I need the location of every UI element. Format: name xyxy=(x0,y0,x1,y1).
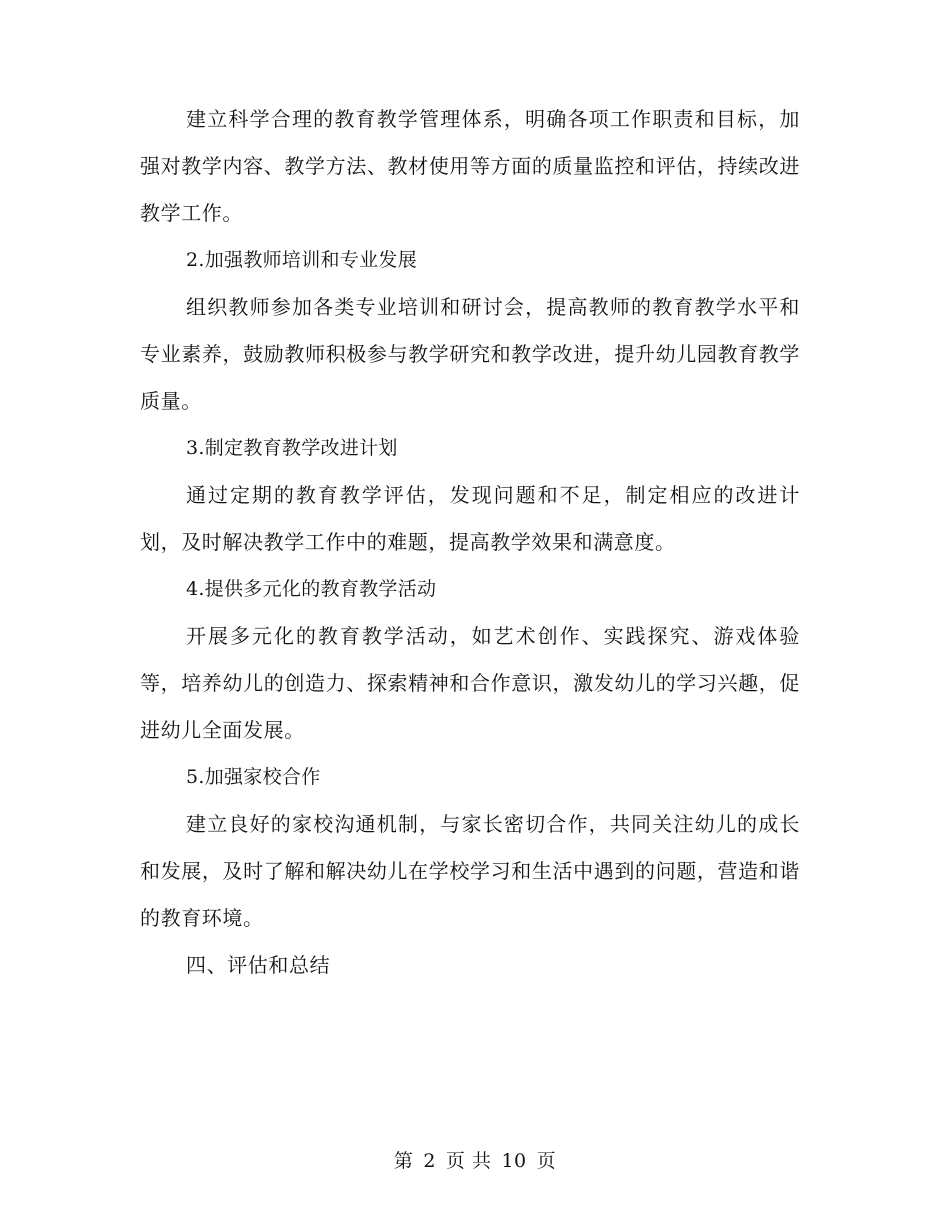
footer-prefix: 第 xyxy=(393,1150,414,1172)
heading-improvement-plan: 3.制定教育教学改进计划 xyxy=(186,437,398,459)
page-number-footer xyxy=(0,1146,950,1173)
footer-middle: 页 共 xyxy=(445,1150,492,1172)
paragraph-teacher-training: 组织教师参加各类专业培训和研讨会，提高教师的教育教学水平和专业素养，鼓励教师积极参与教学研究和教学改进，提升幼儿园教育教学质量。 xyxy=(140,295,800,413)
paragraph-home-school: 建立良好的家校沟通机制，与家长密切合作，共同关注幼儿的成长和发展，及时了解和解决幼儿在学校学习和生活中遇到的问题，营造和谐的教育环境。 xyxy=(140,812,800,930)
footer-total-pages: 10 xyxy=(501,1150,527,1172)
footer-current-page: 2 xyxy=(423,1150,436,1172)
heading-diverse-activities: 4.提供多元化的教育教学活动 xyxy=(186,578,437,600)
heading-home-school: 5.加强家校合作 xyxy=(186,766,321,788)
document-body xyxy=(140,96,800,989)
footer-suffix: 页 xyxy=(536,1150,557,1172)
paragraph-diverse-activities: 开展多元化的教育教学活动，如艺术创作、实践探究、游戏体验等，培养幼儿的创造力、探索精神和合作意识，激发幼儿的学习兴趣，促进幼儿全面发展。 xyxy=(140,624,800,742)
paragraph-improvement-plan: 通过定期的教育教学评估，发现问题和不足，制定相应的改进计划，及时解决教学工作中的难题，提高教学效果和满意度。 xyxy=(140,483,800,554)
heading-teacher-training: 2.加强教师培训和专业发展 xyxy=(186,249,418,271)
section-heading-evaluation: 四、评估和总结 xyxy=(186,953,331,977)
paragraph-management-system: 建立科学合理的教育教学管理体系，明确各项工作职责和目标，加强对教学内容、教学方法、教材使用等方面的质量监控和评估，持续改进教学工作。 xyxy=(140,107,800,225)
